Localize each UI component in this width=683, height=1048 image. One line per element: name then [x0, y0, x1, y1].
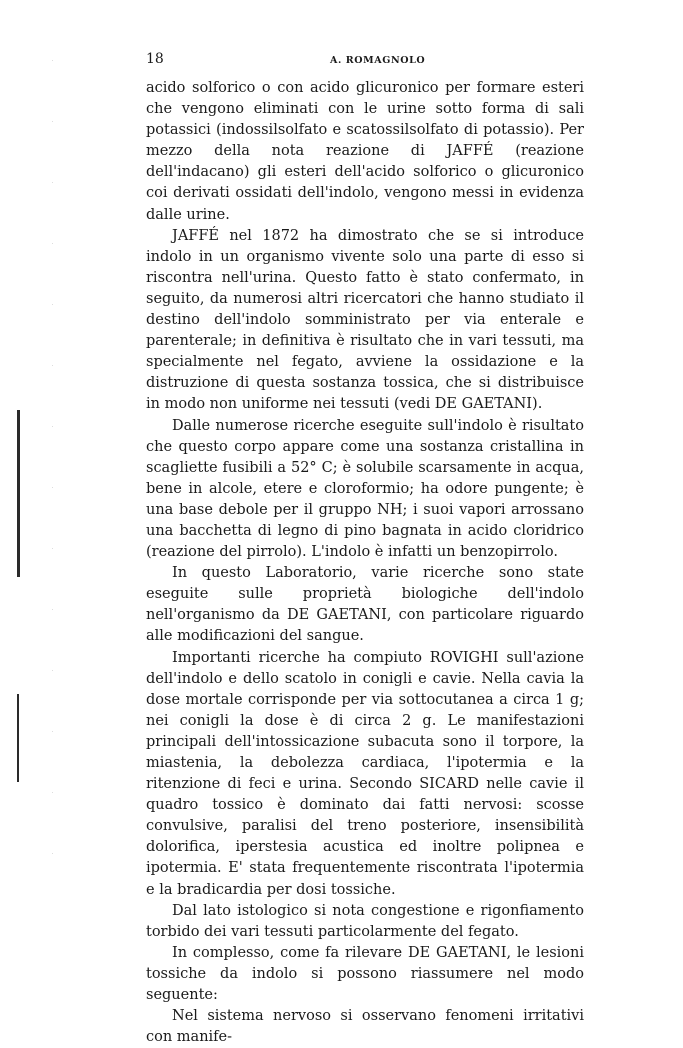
margin-rule-mark [17, 694, 19, 782]
paragraph: JAFFÉ nel 1872 ha dimostrato che se si introduce indolo in un organismo vivente solo una parte di esso si riscontra nell'urina. Questo fatto è stato confermato, in seguito, da numerosi altri ricercatori che hanno studiato il destino dell'indolo somministrato per via enterale e parenterale; in definitiva è risultato che in vari tessuti, ma specialmente nel fegato, avviene la ossidazione e la distruzione di questa sostanza tossica, che si distribuisce in modo non uniforme nei tessuti (vedi DE GAETANI). [146, 227, 584, 413]
page-edge-specks [52, 0, 53, 900]
margin-rule-mark [17, 410, 20, 577]
paragraph: Dal lato istologico si nota congestione e rigonfiamento torbido dei vari tessuti particolarmente del fegato. [146, 902, 584, 940]
paragraph: acido solforico o con acido glicuronico per formare esteri che vengono eliminati con le urine sotto forma di sali potassici (indossilsolfato e scatossilsolfato di potassio). Per mezzo della nota reazione di JAFFÉ (reazione dell'indacano) gli esteri dell'acido solforico o glicuronico coi derivati ossidati dell'indolo, vengono messi in evidenza dalle urine. [146, 80, 584, 223]
paragraph: Dalle numerose ricerche eseguite sull'indolo è risultato che questo corpo appare come una sostanza cristallina in scagliette fusibili a 52° C; è solubile scarsamente in acqua, bene in alcole, etere e cloroformio; ha odore pungente; è una base debole per il gruppo NH; i suoi vapori arrossano una bacchetta di legno di pino bagnata in acido cloridrico (reazione del pirrolo). L'indolo è infatti un benzopirrolo. [146, 417, 584, 561]
paragraph: Nel sistema nervoso si osservano fenomeni irritativi con manife- [146, 1008, 584, 1046]
paragraph: In complesso, come fa rilevare DE GAETANI, le lesioni tossiche da indolo si possono riassumere nel modo seguente: [146, 944, 584, 1004]
paragraph: Importanti ricerche ha compiuto ROVIGHI sull'azione dell'indolo e dello scatolo in conigli e cavie. Nella cavia la dose mortale corrisponde per via sottocutanea a circa 1 g; nei conigli la dose è di circa 2 g. Le manifestazioni principali dell'intossicazione subacuta sono il torpore, la miastenia, la debolezza cardiaca, l'ipotermia e la ritenzione di feci e urina. Secondo SICARD nelle cavie il quadro tossico è dominato dai fatti nervosi: scosse convulsive, paralisi del treno posteriore, insensibilità dolorifica, iperstesia acustica ed inoltre polipnea e ipotermia. E' stata frequentemente riscontrata l'ipotermia e la bradicardia per dosi tossiche. [146, 649, 584, 898]
paragraph: In questo Laboratorio, varie ricerche sono state eseguite sulle proprietà biologiche dell'indolo nell'organismo da DE GAETANI, con particolare riguardo alle modificazioni del sangue. [146, 565, 584, 645]
running-title: A. ROMAGNOLO [330, 55, 426, 66]
page-number: 18 [146, 51, 164, 67]
body-text [146, 78, 584, 1048]
